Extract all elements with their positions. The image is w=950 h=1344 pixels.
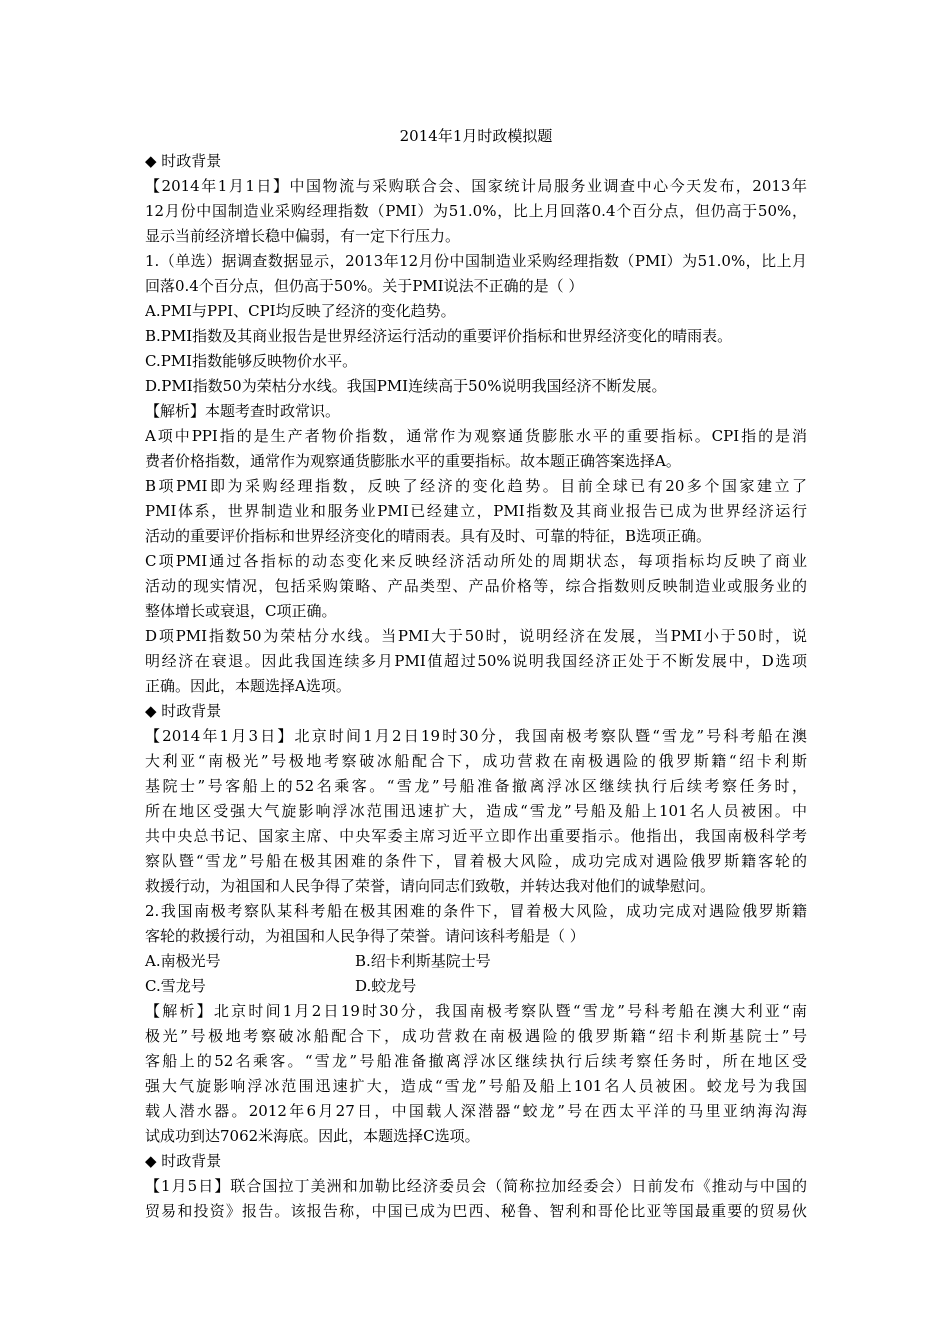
- analysis-line: 正确。因此，本题选择A选项。: [145, 677, 351, 695]
- analysis-line: B项PMI即为采购经理指数，反映了经济的变化趋势。目前全球已有20多个国家建立了: [145, 477, 807, 495]
- background-line: 【2014年1月1日】中国物流与采购联合会、国家统计局服务业调查中心今天发布，2013年: [145, 177, 807, 195]
- option-d: D.PMI指数50为荣枯分水线。我国PMI连续高于50%说明我国经济不断发展。: [145, 377, 667, 395]
- analysis-line: 试成功到达7062米海底。因此，本题选择C选项。: [145, 1127, 480, 1145]
- analysis-line: 极光”号极地考察破冰船配合下，成功营救在南极遇险的俄罗斯籍“绍卡利斯基院士”号: [145, 1027, 807, 1045]
- background-line: 基院士”号客船上的52名乘客。“雪龙”号船准备撤离浮冰区继续执行后续考察任务时，: [145, 777, 807, 795]
- section-1: [145, 149, 807, 699]
- background-line: 贸易和投资》报告。该报告称，中国已成为巴西、秘鲁、智利和哥伦比亚等国最重要的贸易伙: [145, 1202, 807, 1220]
- background-line: 大利亚“南极光”号极地考察破冰船配合下，成功营救在南极遇险的俄罗斯籍“绍卡利斯: [145, 752, 807, 770]
- analysis-line: A项中PPI指的是生产者物价指数，通常作为观察通货膨胀水平的重要指标。CPI指的是消: [145, 427, 807, 445]
- analysis-line: 活动的重要评价指标和世界经济变化的晴雨表。具有及时、可靠的特征，B选项正确。: [145, 527, 712, 545]
- analysis-line: PMI体系，世界制造业和服务业PMI已经建立，PMI指数及其商业报告已成为世界经济运行: [145, 502, 807, 520]
- options-row: [145, 974, 807, 999]
- question-line: 回落0.4个百分点，但仍高于50%。关于PMI说法不正确的是（ ）: [145, 277, 584, 295]
- option-d: D.蛟龙号: [355, 977, 417, 995]
- section-2: [145, 699, 807, 1149]
- option-b: B.PMI指数及其商业报告是世界经济运行活动的重要评价指标和世界经济变化的晴雨表。: [145, 327, 733, 345]
- question-line: 1.（单选）据调查数据显示，2013年12月份中国制造业采购经理指数（PMI）为51.0%，比上月: [145, 252, 807, 270]
- analysis-line: C项PMI通过各指标的动态变化来反映经济活动所处的周期状态，每项指标均反映了商业: [145, 552, 807, 570]
- document-content: [145, 124, 807, 1224]
- background-line: 察队暨“雪龙”号船在极其困难的条件下，冒着极大风险，成功完成对遇险俄罗斯籍客轮的: [145, 852, 807, 870]
- analysis-head: 【解析】本题考查时政常识。: [145, 402, 341, 420]
- background-line: 共中央总书记、国家主席、中央军委主席习近平立即作出重要指示。他指出，我国南极科学考: [145, 827, 807, 845]
- analysis-line: D项PMI指数50为荣枯分水线。当PMI大于50时，说明经济在发展，当PMI小于50时，说: [145, 627, 807, 645]
- analysis-line: 客船上的52名乘客。“雪龙”号船准备撤离浮冰区继续执行后续考察任务时，所在地区受: [145, 1052, 807, 1070]
- option-b: B.绍卡利斯基院士号: [355, 952, 491, 970]
- option-a: A.南极光号: [145, 952, 221, 970]
- section-header: ◆ 时政背景: [145, 1152, 222, 1170]
- analysis-line: 整体增长或衰退，C项正确。: [145, 602, 337, 620]
- question-line: 2.我国南极考察队某科考船在极其困难的条件下，冒着极大风险，成功完成对遇险俄罗斯籍: [145, 902, 807, 920]
- background-line: 【2014年1月3日】北京时间1月2日19时30分，我国南极考察队暨“雪龙”号科考船在澳: [145, 727, 807, 745]
- analysis-line: 明经济在衰退。因此我国连续多月PMI值超过50%说明我国经济正处于不断发展中，D选项: [145, 652, 807, 670]
- section-3: [145, 1149, 807, 1224]
- analysis-line: 活动的现实情况，包括采购策略、产品类型、产品价格等，综合指数则反映制造业或服务业的: [145, 577, 807, 595]
- background-line: 所在地区受强大气旋影响浮冰范围迅速扩大，造成“雪龙”号船及船上101名人员被困。中: [145, 802, 807, 820]
- background-line: 救援行动，为祖国和人民争得了荣誉，请向同志们致敬，并转达我对他们的诚挚慰问。: [145, 877, 716, 895]
- analysis-line: 载人潜水器。2012年6月27日，中国载人深潜器“蛟龙”号在西太平洋的马里亚纳海沟海: [145, 1102, 807, 1120]
- option-c: C.PMI指数能够反映物价水平。: [145, 352, 358, 370]
- question-line: 客轮的救援行动，为祖国和人民争得了荣誉。请问该科考船是（ ）: [145, 927, 585, 945]
- background-line: 12月份中国制造业采购经理指数（PMI）为51.0%，比上月回落0.4个百分点，但仍高于50%，: [145, 202, 807, 220]
- option-c: C.雪龙号: [145, 977, 206, 995]
- analysis-line: 费者价格指数，通常作为观察通货膨胀水平的重要指标。故本题正确答案选择A。: [145, 452, 681, 470]
- section-header: ◆ 时政背景: [145, 152, 222, 170]
- analysis-line: 强大气旋影响浮冰范围迅速扩大，造成“雪龙”号船及船上101名人员被困。蛟龙号为我国: [145, 1077, 807, 1095]
- background-line: 【1月5日】联合国拉丁美洲和加勒比经济委员会（简称拉加经委会）日前发布《推动与中国的: [145, 1177, 807, 1195]
- background-line: 显示当前经济增长稳中偏弱，有一定下行压力。: [145, 227, 461, 245]
- options-row: [145, 949, 807, 974]
- analysis-line: 【解析】北京时间1月2日19时30分，我国南极考察队暨“雪龙”号科考船在澳大利亚“南: [145, 1002, 807, 1020]
- document-title: 2014年1月时政模拟题: [399, 127, 553, 145]
- section-header: ◆ 时政背景: [145, 702, 222, 720]
- option-a: A.PMI与PPI、CPI均反映了经济的变化趋势。: [145, 302, 456, 320]
